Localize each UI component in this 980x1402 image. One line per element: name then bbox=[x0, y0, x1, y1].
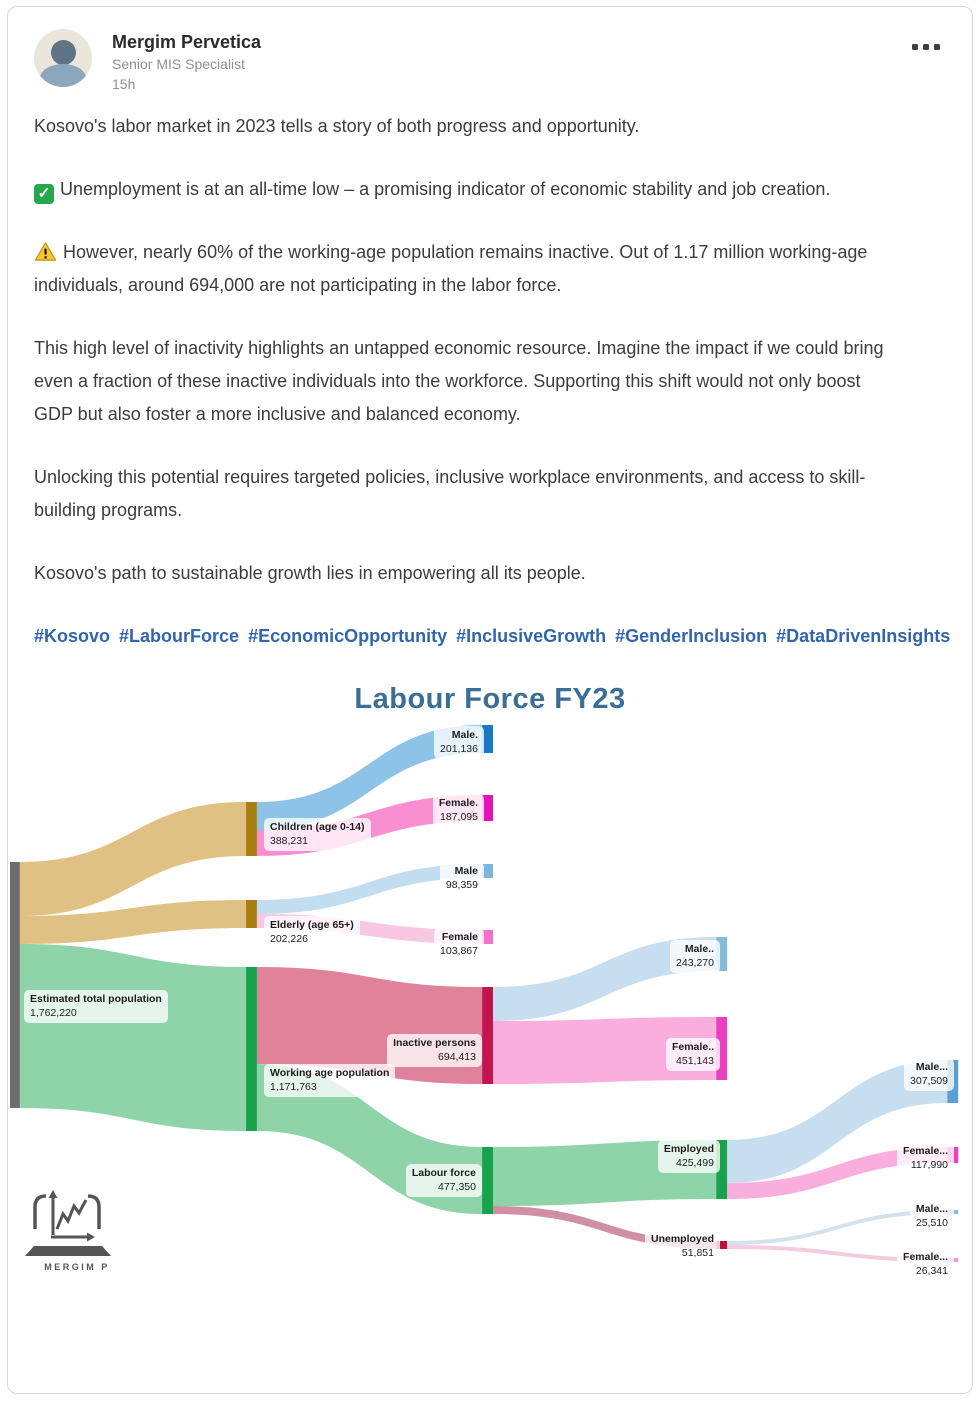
logo-laptop-chart-icon bbox=[22, 1184, 114, 1260]
author-headline: Senior MIS Specialist bbox=[112, 55, 246, 72]
paragraph-text: Unemployment is at an all-time low – a promising indicator of economic stability and job creation. bbox=[60, 179, 831, 200]
hashtag-link[interactable]: #Kosovo bbox=[34, 626, 111, 647]
author-name[interactable]: Mergim Pervetica bbox=[112, 32, 262, 52]
paragraph bbox=[34, 236, 900, 302]
overflow-menu-icon[interactable] bbox=[907, 37, 940, 55]
author-meta bbox=[112, 29, 261, 94]
flow-population-working-age bbox=[20, 944, 246, 1131]
node-inactive bbox=[482, 987, 493, 1084]
label-female-employed: Female... 117,990 bbox=[897, 1142, 954, 1175]
label-female-inactive: Female.. 451,143 bbox=[666, 1038, 720, 1071]
label-male-unemployed: Male... 25,510 bbox=[910, 1200, 954, 1233]
label-unemployed: Unemployed 51,851 bbox=[645, 1230, 720, 1263]
hashtag-link[interactable]: #LabourForce bbox=[119, 626, 240, 647]
flow-population-children bbox=[20, 802, 246, 916]
label-male-inactive: Male.. 243,270 bbox=[670, 940, 720, 973]
node-elderly bbox=[246, 900, 257, 928]
hashtag-link[interactable]: #InclusiveGrowth bbox=[456, 626, 607, 647]
hashtag-link[interactable]: #GenderInclusion bbox=[615, 626, 768, 647]
post-header bbox=[34, 29, 946, 94]
node-working-age bbox=[246, 967, 257, 1131]
post-timestamp: 15h bbox=[112, 75, 136, 92]
post-body bbox=[34, 110, 951, 653]
author-logo bbox=[22, 1184, 132, 1272]
node-population bbox=[10, 862, 20, 1108]
node-children bbox=[246, 802, 257, 856]
hashtag-link[interactable]: #EconomicOpportunity bbox=[248, 626, 448, 647]
hashtag-link[interactable]: #DataDrivenInsights bbox=[776, 626, 951, 647]
label-working-age: Working age population 1,171,763 bbox=[264, 1064, 395, 1097]
paragraph-text: However, nearly 60% of the working-age population remains inactive. Out of 1.17 million working-age individuals, around 694,000 are not participating in the labor force. bbox=[34, 242, 868, 296]
label-female-elderly: Female 103,867 bbox=[434, 928, 484, 961]
paragraph bbox=[34, 173, 900, 206]
chart-title: Labour Force FY23 bbox=[354, 683, 626, 716]
paragraph: Unlocking this potential requires targeted policies, inclusive workplace environments, and access to skill-building programs. bbox=[34, 467, 866, 521]
paragraph: Kosovo's labor market in 2023 tells a story of both progress and opportunity. bbox=[34, 116, 640, 137]
label-employed: Employed 425,499 bbox=[658, 1140, 720, 1173]
label-female-unemployed: Female... 26,341 bbox=[897, 1248, 954, 1281]
label-children: Children (age 0-14) 388,231 bbox=[264, 818, 371, 851]
label-male-employed: Male... 307,509 bbox=[904, 1058, 954, 1091]
check-icon: ✓ bbox=[34, 184, 54, 204]
label-male-elderly: Male 98,359 bbox=[440, 862, 484, 895]
paragraph: Kosovo's path to sustainable growth lies in empowering all its people. bbox=[34, 563, 586, 584]
warning-icon bbox=[34, 241, 57, 262]
label-population: Estimated total population 1,762,220 bbox=[24, 990, 168, 1023]
label-male-children: Male. 201,136 bbox=[434, 726, 484, 759]
node-labour-force bbox=[482, 1147, 493, 1214]
avatar-person-icon bbox=[51, 40, 76, 65]
hashtags bbox=[34, 620, 951, 653]
label-inactive: Inactive persons 694,413 bbox=[387, 1034, 482, 1067]
avatar[interactable] bbox=[34, 29, 92, 87]
paragraph: This high level of inactivity highlights an untapped economic resource. Imagine the impact if we could bring even a fraction of these inactive individuals into the workforce. Supporting this shift would not only boost GDP but also foster a more inclusive and balanced economy. bbox=[34, 338, 884, 425]
avatar-person-icon-body bbox=[40, 64, 86, 87]
post-card bbox=[7, 6, 973, 1394]
label-elderly: Elderly (age 65+) 202,226 bbox=[264, 916, 360, 949]
label-female-children: Female. 187,095 bbox=[433, 794, 484, 827]
logo-text: MERGIM P bbox=[44, 1262, 110, 1273]
label-labour-force: Labour force 477,350 bbox=[406, 1164, 482, 1197]
sankey-chart-image[interactable] bbox=[8, 722, 973, 1297]
